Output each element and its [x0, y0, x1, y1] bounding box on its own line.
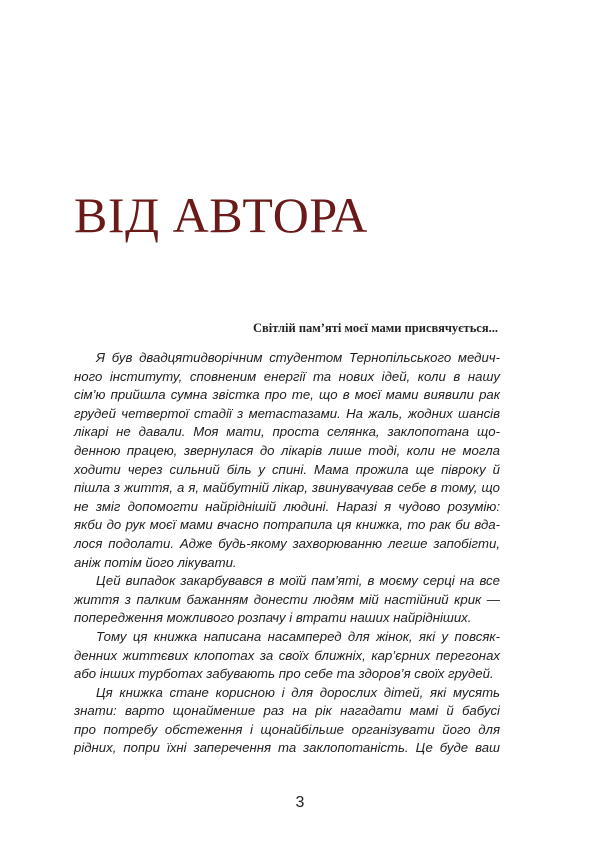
text-line: Цей випадок закарбувався в моїй пам’яті, в моєму серці на все — [96, 573, 500, 589]
text-line: пішла з життя, а я, майбутній лікар, звинувачував себе в тому, що — [74, 480, 500, 496]
text-line: сім’ю прийшла сумна звістка про те, що в моєї мами виявили рак — [74, 387, 500, 403]
text-line: ного інституту, сповненим енергії та нових ідей, коли в нашу — [74, 368, 500, 384]
text-line: попередження можливого розпачу і втрати наших найрідніших. — [74, 610, 472, 626]
text-line: лікарі не давали. Моя мати, проста селянка, заклопотана що- — [74, 424, 500, 440]
text-line: знати: варто щонайменше раз на рік нагадати мамі й бабусі — [74, 703, 500, 719]
text-line: про потребу обстеження і щонайбільше організувати його для — [74, 721, 500, 737]
text-line: не зміг допомогти найріднішій людині. Наразі я чудово розумію: — [74, 498, 500, 514]
paragraph — [74, 684, 500, 758]
text-line: денною працею, звернулася до лікарів лише тоді, коли не могла — [74, 442, 500, 458]
text-line: Я був двадцятидворічним студентом Тернопільського медич- — [96, 350, 500, 365]
text-line: якби до рук моєї мами вчасно потрапила ця книжка, то рак би вда- — [74, 517, 500, 533]
text-line: лося подолати. Адже будь-якому захворюванню легше запобігти, — [74, 535, 500, 551]
text-line: життя з палким бажанням донести людям мій настійний крик — — [74, 591, 500, 607]
paragraph — [74, 628, 500, 684]
text-line: Ця книжка стане корисною і для дорослих дітей, які мусять — [96, 684, 500, 700]
paragraph — [74, 349, 500, 572]
body-text — [74, 349, 500, 758]
dedication: Світлій пам’яті моєї мами присвячується... — [252, 321, 498, 335]
text-line: денних життєвих клопотах за своїх ближніх, кар’єрних перегонах — [74, 647, 500, 663]
page-number: 3 — [295, 794, 305, 811]
text-line: Тому ця книжка написана насамперед для жінок, які у повсяк- — [96, 628, 500, 644]
chapter-title: ВІД АВТОРА — [74, 187, 368, 243]
text-line: грудей четвертої стадії з метастазами. На жаль, жодних шансів — [74, 405, 500, 421]
text-line: рідних, попри їхні заперечення та заклопотаність. Це буде ваш — [74, 740, 500, 756]
paragraph — [74, 572, 500, 628]
text-line: або інших турботах забувають про себе та здоров’я своїх грудей. — [74, 666, 494, 682]
text-line: аніж потім його лікувати. — [74, 554, 237, 570]
text-line: ходити через сильний біль у спині. Мама прожила ще півроку й — [74, 461, 500, 477]
